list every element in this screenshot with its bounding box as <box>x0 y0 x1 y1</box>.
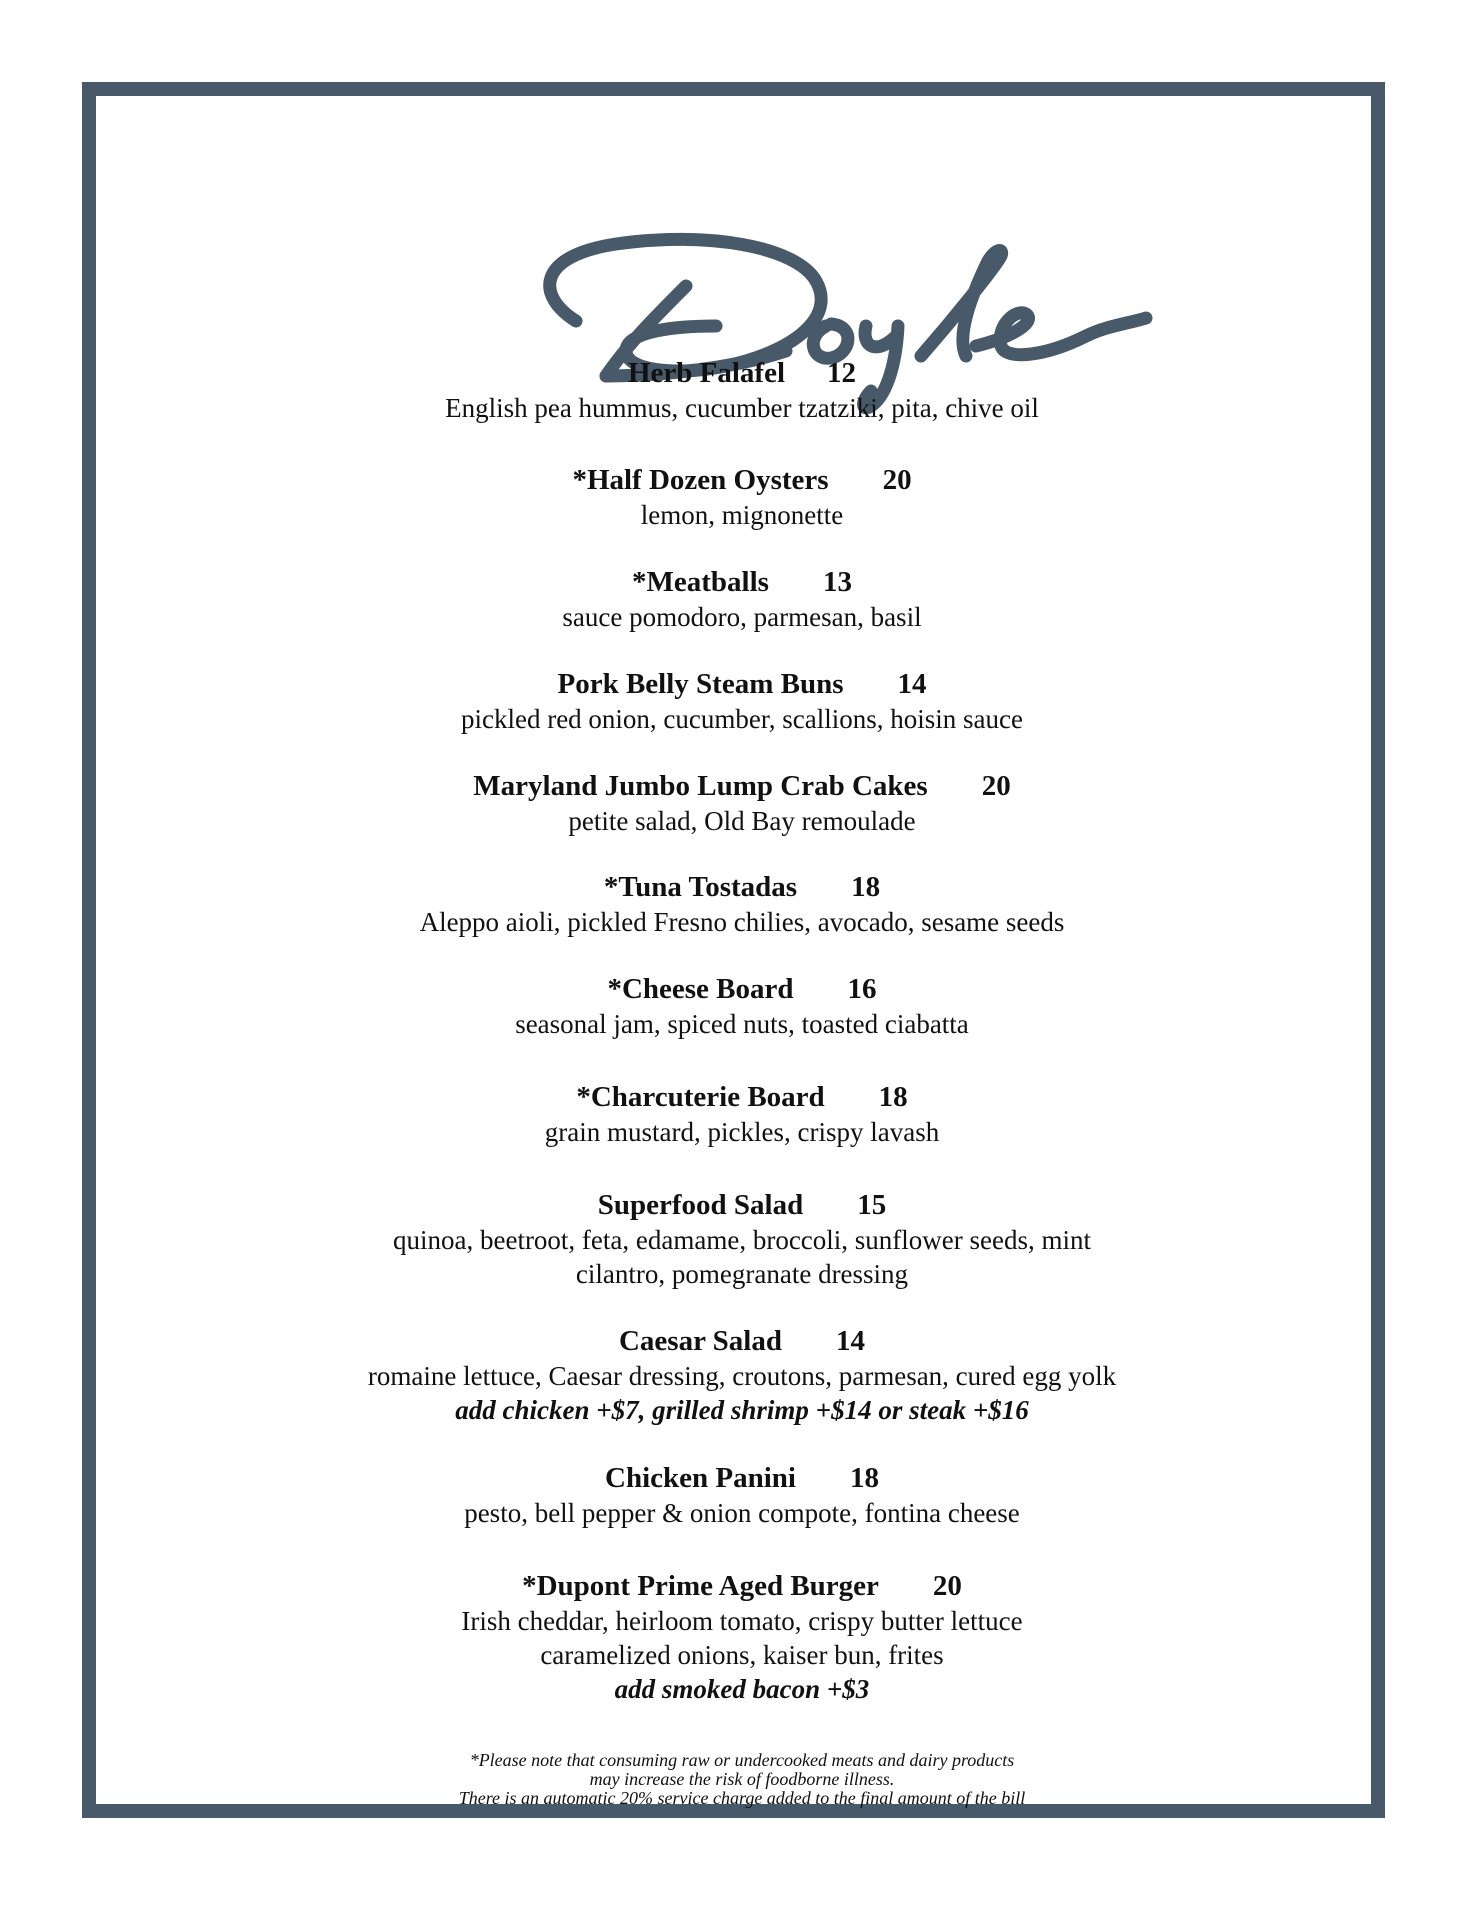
item-description: caramelized onions, kaiser bun, frites <box>540 1640 944 1670</box>
item-description: cilantro, pomegranate dressing <box>575 1259 909 1289</box>
footer-line: There is an automatic 20% service charge added to the final amount of the bill <box>458 1788 1026 1808</box>
menu-frame <box>82 82 1385 1818</box>
item-addon: add chicken +$7, grilled shrimp +$14 or steak +$16 <box>455 1395 1029 1425</box>
menu-item-tuna-tostadas <box>0 869 1484 939</box>
item-description: Aleppo aioli, pickled Fresno chilies, avocado, sesame seeds <box>419 907 1065 937</box>
menu-item-caesar-salad <box>0 1323 1484 1427</box>
item-description: petite salad, Old Bay remoulade <box>568 806 916 836</box>
item-price: 20 <box>932 1570 962 1602</box>
menu-item-herb-falafel <box>0 355 1484 425</box>
item-description: English pea hummus, cucumber tzatziki, pita, chive oil <box>445 393 1039 423</box>
item-description: pickled red onion, cucumber, scallions, hoisin sauce <box>460 704 1024 734</box>
footer-notes <box>0 1751 1484 1808</box>
item-price: 20 <box>882 464 912 496</box>
item-price: 16 <box>847 973 877 1005</box>
item-price: 18 <box>851 871 881 903</box>
footer-line: may increase the risk of foodborne illness. <box>589 1769 895 1789</box>
item-price: 12 <box>827 357 857 389</box>
menu-item-charcuterie-board <box>0 1079 1484 1149</box>
item-name: Superfood Salad <box>597 1189 804 1221</box>
item-name: Herb Falafel <box>627 357 786 389</box>
menu-item-meatballs <box>0 564 1484 634</box>
item-price: 14 <box>836 1325 865 1357</box>
menu-item-superfood-salad <box>0 1187 1484 1291</box>
menu-item-cheese-board <box>0 971 1484 1041</box>
item-description: sauce pomodoro, parmesan, basil <box>562 602 922 632</box>
item-name: Maryland Jumbo Lump Crab Cakes <box>473 770 928 802</box>
item-description: grain mustard, pickles, crispy lavash <box>544 1117 940 1147</box>
item-description: seasonal jam, spiced nuts, toasted ciabatta <box>515 1009 969 1039</box>
menu-item-half-dozen-oysters <box>0 462 1484 532</box>
item-description: romaine lettuce, Caesar dressing, croutons, parmesan, cured egg yolk <box>367 1361 1117 1391</box>
item-name: *Meatballs <box>632 566 769 598</box>
item-description: quinoa, beetroot, feta, edamame, broccoli, sunflower seeds, mint <box>392 1225 1092 1255</box>
item-price: 18 <box>878 1081 908 1113</box>
item-description: pesto, bell pepper & onion compote, fontina cheese <box>464 1498 1020 1528</box>
item-name: Pork Belly Steam Buns <box>557 668 844 700</box>
item-name: *Dupont Prime Aged Burger <box>522 1570 879 1602</box>
menu-item-pork-belly-steam-buns <box>0 666 1484 736</box>
item-addon: add smoked bacon +$3 <box>614 1674 870 1704</box>
item-price: 18 <box>849 1462 879 1494</box>
menu-item-chicken-panini <box>0 1460 1484 1530</box>
menu-item-crab-cakes <box>0 768 1484 838</box>
footer-line: *Please note that consuming raw or undercooked meats and dairy products <box>469 1750 1015 1770</box>
item-name: Caesar Salad <box>618 1325 782 1357</box>
item-name: Chicken Panini <box>605 1462 796 1494</box>
item-name: *Half Dozen Oysters <box>572 464 829 496</box>
item-name: *Tuna Tostadas <box>603 871 798 903</box>
item-name: *Charcuterie Board <box>576 1081 825 1113</box>
item-price: 13 <box>822 566 852 598</box>
item-description: Irish cheddar, heirloom tomato, crispy butter lettuce <box>461 1606 1023 1636</box>
item-price: 14 <box>897 668 927 700</box>
menu-item-dupont-burger <box>0 1568 1484 1706</box>
item-name: *Cheese Board <box>607 973 794 1005</box>
item-description: lemon, mignonette <box>640 500 844 530</box>
item-price: 15 <box>857 1189 887 1221</box>
item-price: 20 <box>981 770 1011 802</box>
